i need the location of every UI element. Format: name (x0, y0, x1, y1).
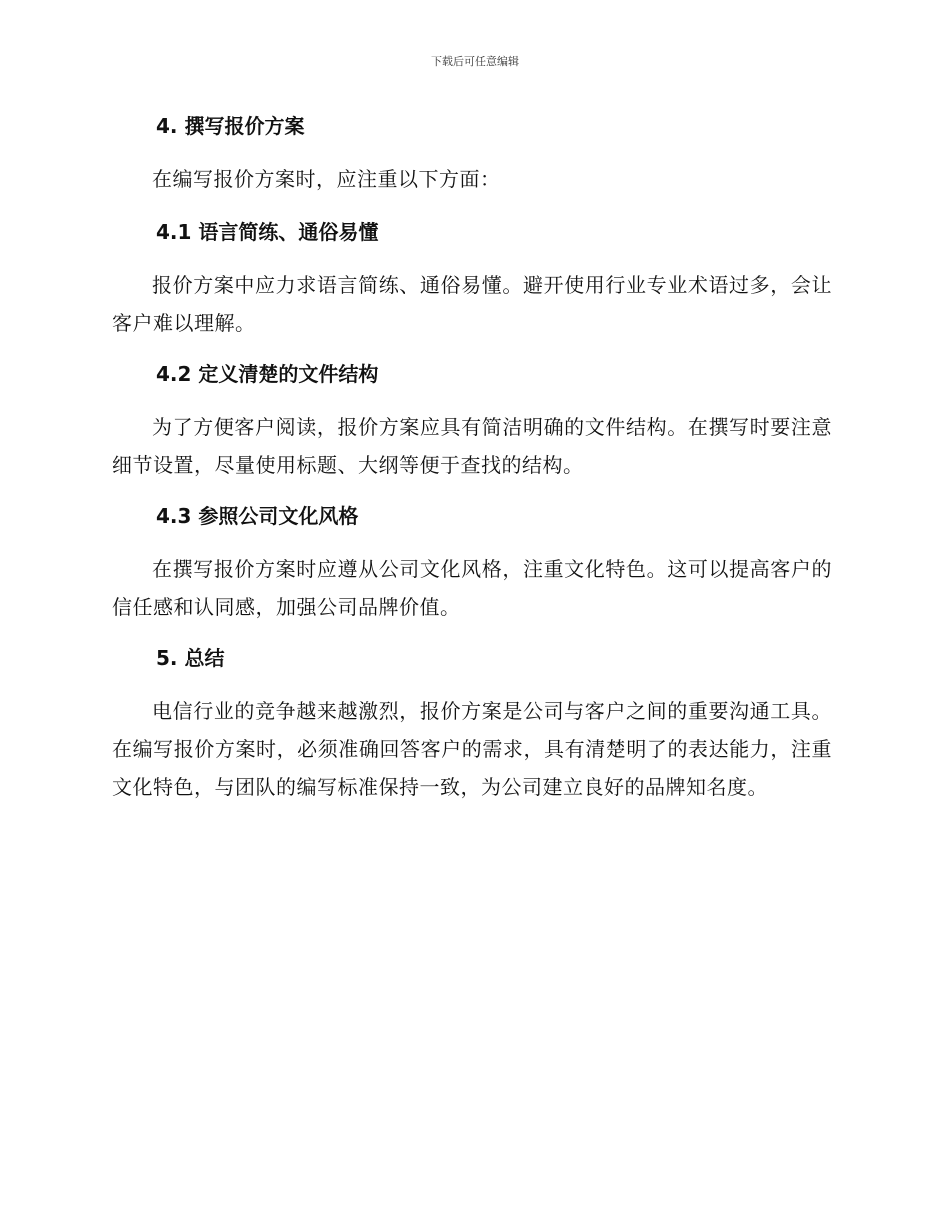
section-paragraph-4-3: 在撰写报价方案时应遵从公司文化风格，注重文化特色。这可以提高客户的信任感和认同感，加强公司品牌价值。 (112, 557, 832, 619)
section-paragraph-4: 在编写报价方案时，应注重以下方面： (152, 167, 501, 191)
section-paragraph-4-2: 为了方便客户阅读，报价方案应具有简洁明确的文件结构。在撰写时要注意细节设置，尽量使用标题、大纲等便于查找的结构。 (112, 415, 832, 477)
section-paragraph-4-1: 报价方案中应力求语言简练、通俗易懂。避开使用行业专业术语过多，会让客户难以理解。 (112, 273, 832, 335)
page-header-note: 下载后可任意编辑 (431, 55, 519, 68)
section-heading-4-3: 4.3 参照公司文化风格 (156, 504, 359, 528)
section-heading-4-1: 4.1 语言简练、通俗易懂 (156, 220, 379, 244)
section-heading-4-2: 4.2 定义清楚的文件结构 (156, 362, 379, 386)
document-body (112, 106, 832, 818)
section-heading-4: 4. 撰写报价方案 (156, 114, 305, 138)
section-heading-5: 5. 总结 (156, 646, 225, 670)
section-paragraph-5: 电信行业的竞争越来越激烈，报价方案是公司与客户之间的重要沟通工具。在编写报价方案时，必须准确回答客户的需求，具有清楚明了的表达能力，注重文化特色，与团队的编写标准保持一致，为公司建立良好的品牌知名度。 (112, 699, 832, 799)
